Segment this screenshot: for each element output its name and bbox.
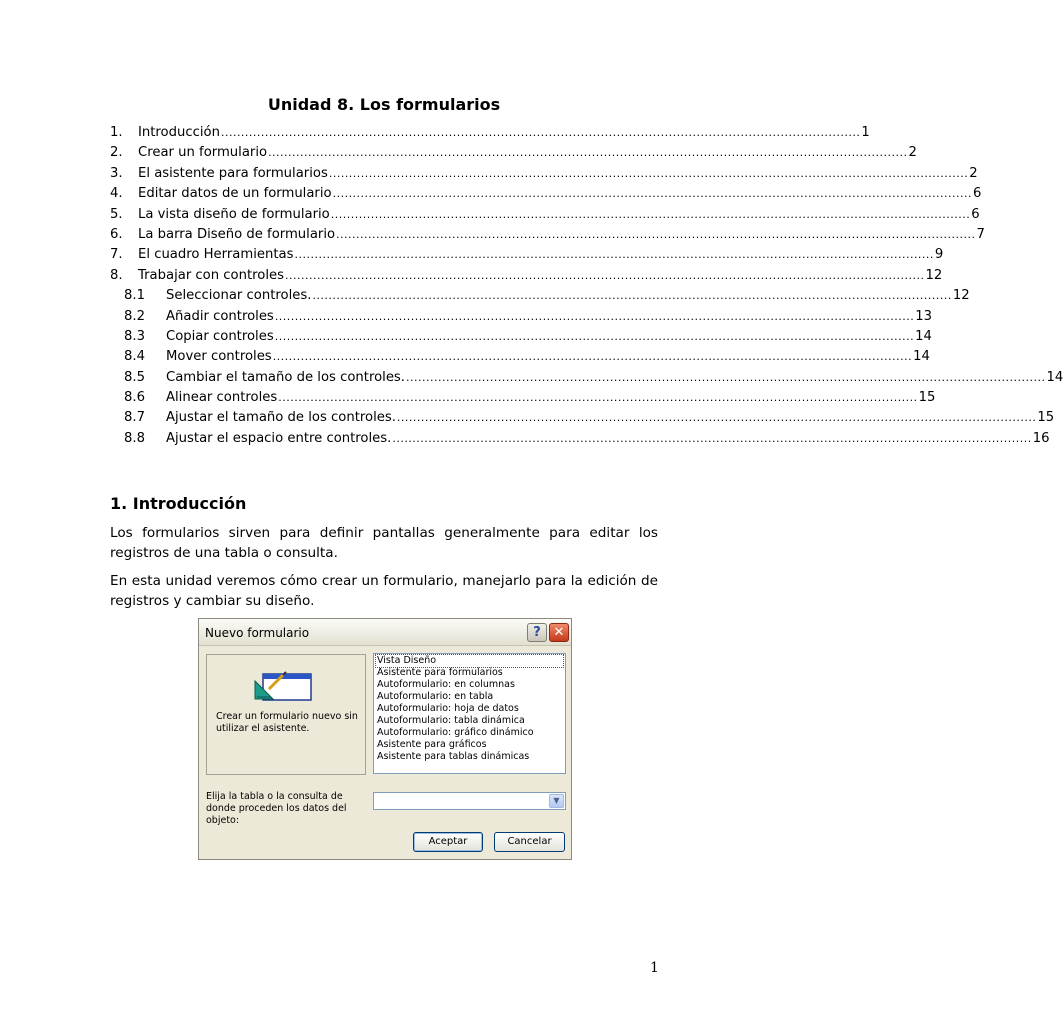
toc-leader: ................................................................................................................................................................	[294, 248, 934, 262]
source-combobox[interactable]	[373, 792, 566, 810]
toc-entry	[110, 226, 985, 247]
toc-page: 7	[976, 226, 985, 242]
toc-leader: ................................................................................................................................................................	[285, 268, 925, 282]
toc-number: 6.	[110, 226, 123, 242]
toc-text: Crear un formulario	[138, 145, 268, 161]
toc-page: 14	[913, 349, 930, 365]
toc-text: Alinear controles	[166, 390, 278, 406]
toc-text: Cambiar el tamaño de los controles.	[166, 369, 405, 385]
toc-page: 6	[971, 206, 980, 222]
list-item[interactable]: Autoformulario: en tabla	[377, 691, 494, 702]
list-item[interactable]: Autoformulario: gráfico dinámico	[377, 727, 534, 738]
toc-entry	[110, 328, 932, 349]
toc-text: La barra Diseño de formulario	[138, 226, 336, 242]
toc-leader: ................................................................................................................................................................	[278, 391, 918, 405]
form-type-listbox[interactable]	[373, 653, 566, 774]
toc-text: Copiar controles	[166, 328, 274, 344]
document-title: Unidad 8. Los formularios	[267, 95, 501, 114]
toc-leader: ................................................................................................................................................................	[268, 146, 908, 160]
toc-entry	[110, 145, 917, 165]
toc-page: 12	[952, 288, 970, 304]
preview-panel	[206, 654, 366, 775]
table-of-contents	[110, 125, 1063, 451]
toc-number: 7.	[110, 247, 123, 263]
toc-leader: ................................................................................................................................................................	[332, 187, 973, 201]
toc-text: Introducción	[138, 125, 220, 140]
help-button[interactable]: ?	[527, 623, 547, 642]
toc-entry	[110, 206, 980, 227]
form-design-icon	[249, 667, 315, 703]
toc-text: Ajustar el tamaño de los controles.	[166, 410, 396, 426]
second-paragraph: En esta unidad veremos cómo crear un formulario, manejarlo para la edición de registros y cambiar su diseño.	[110, 573, 658, 609]
toc-text: El asistente para formularios	[138, 165, 328, 181]
accept-button[interactable]: Aceptar	[413, 832, 483, 852]
toc-entry	[110, 165, 978, 186]
toc-leader: ................................................................................................................................................................	[330, 207, 971, 221]
toc-entry	[110, 186, 982, 206]
toc-number: 2.	[110, 145, 123, 161]
toc-page: 13	[915, 308, 933, 324]
toc-number: 5.	[110, 206, 123, 222]
toc-page: 16	[1032, 430, 1050, 446]
toc-text: Añadir controles	[166, 308, 274, 324]
toc-page: 14	[915, 328, 932, 344]
toc-number: 8.4	[124, 349, 145, 365]
toc-leader: ................................................................................................................................................................	[406, 370, 1046, 384]
toc-page: 15	[1037, 410, 1055, 426]
toc-page: 2	[969, 165, 978, 181]
toc-entry	[110, 369, 1063, 390]
toc-page: 6	[973, 186, 982, 202]
toc-text: La vista diseño de formulario	[138, 206, 330, 222]
intro-paragraph: Los formularios sirven para definir pantallas generalmente para editar los registros de una tabla o consulta.	[110, 525, 658, 561]
toc-entry	[110, 410, 1055, 430]
dialog-titlebar[interactable]	[199, 619, 571, 646]
toc-page: 2	[908, 145, 917, 161]
toc-entry	[110, 247, 944, 267]
toc-leader: ................................................................................................................................................................	[312, 289, 952, 303]
list-item[interactable]: Asistente para gráficos	[377, 739, 487, 750]
toc-text: Ajustar el espacio entre controles.	[166, 430, 392, 446]
toc-number: 8.8	[124, 430, 145, 446]
preview-description: Crear un formulario nuevo sin utilizar el asistente.	[216, 711, 358, 734]
list-item[interactable]: Asistente para formularios	[377, 667, 503, 678]
toc-entry	[110, 288, 970, 308]
cancel-button[interactable]: Cancelar	[494, 832, 565, 852]
list-item[interactable]: Autoformulario: tabla dinámica	[377, 715, 525, 726]
page-number: 1	[650, 960, 659, 976]
toc-number: 1.	[110, 125, 123, 140]
toc-entry	[110, 430, 1050, 451]
toc-leader: ................................................................................................................................................................	[328, 166, 969, 180]
toc-text: El cuadro Herramientas	[138, 247, 294, 263]
toc-text: Editar datos de un formulario	[138, 186, 332, 202]
toc-entry	[110, 349, 930, 369]
close-button[interactable]: ✕	[549, 623, 569, 642]
list-item[interactable]: Autoformulario: en columnas	[377, 679, 515, 690]
list-item[interactable]: Autoformulario: hoja de datos	[377, 703, 519, 714]
toc-text: Mover controles	[166, 349, 272, 365]
toc-leader: ................................................................................................................................................................	[396, 411, 1037, 425]
source-label: Elija la tabla o la consulta de donde proceden los datos del objeto:	[206, 791, 347, 826]
toc-leader: ................................................................................................................................................................	[336, 227, 976, 241]
toc-number: 4.	[110, 186, 123, 202]
list-item[interactable]: Vista Diseño	[376, 655, 563, 667]
toc-leader: ................................................................................................................................................................	[274, 309, 915, 323]
toc-number: 8.6	[124, 390, 145, 406]
toc-page: 15	[918, 390, 936, 406]
new-form-dialog	[198, 618, 572, 860]
toc-leader: ................................................................................................................................................................	[272, 350, 913, 364]
toc-leader: ................................................................................................................................................................	[274, 329, 915, 343]
toc-page: 1	[861, 125, 870, 140]
toc-number: 8.	[110, 267, 123, 283]
section-heading: 1. Introducción	[110, 494, 247, 513]
toc-leader: ................................................................................................................................................................	[220, 126, 861, 139]
toc-page: 9	[934, 247, 944, 263]
toc-entry	[110, 125, 870, 145]
toc-entry	[110, 308, 933, 329]
list-item[interactable]: Asistente para tablas dinámicas	[377, 751, 530, 762]
toc-entry	[110, 390, 936, 410]
toc-number: 8.1	[124, 288, 145, 304]
toc-number: 8.5	[124, 369, 145, 385]
chevron-down-icon[interactable]: ▼	[549, 794, 564, 808]
toc-page: 12	[925, 267, 943, 283]
toc-entry	[110, 267, 943, 288]
toc-page: 14	[1046, 369, 1063, 385]
toc-text: Seleccionar controles.	[166, 288, 312, 304]
toc-number: 8.7	[124, 410, 145, 426]
toc-text: Trabajar con controles	[138, 267, 284, 283]
toc-number: 8.2	[124, 308, 145, 324]
dialog-title: Nuevo formulario	[205, 626, 310, 640]
toc-number: 3.	[110, 165, 123, 181]
toc-leader: ................................................................................................................................................................	[392, 431, 1032, 445]
toc-number: 8.3	[124, 328, 145, 344]
